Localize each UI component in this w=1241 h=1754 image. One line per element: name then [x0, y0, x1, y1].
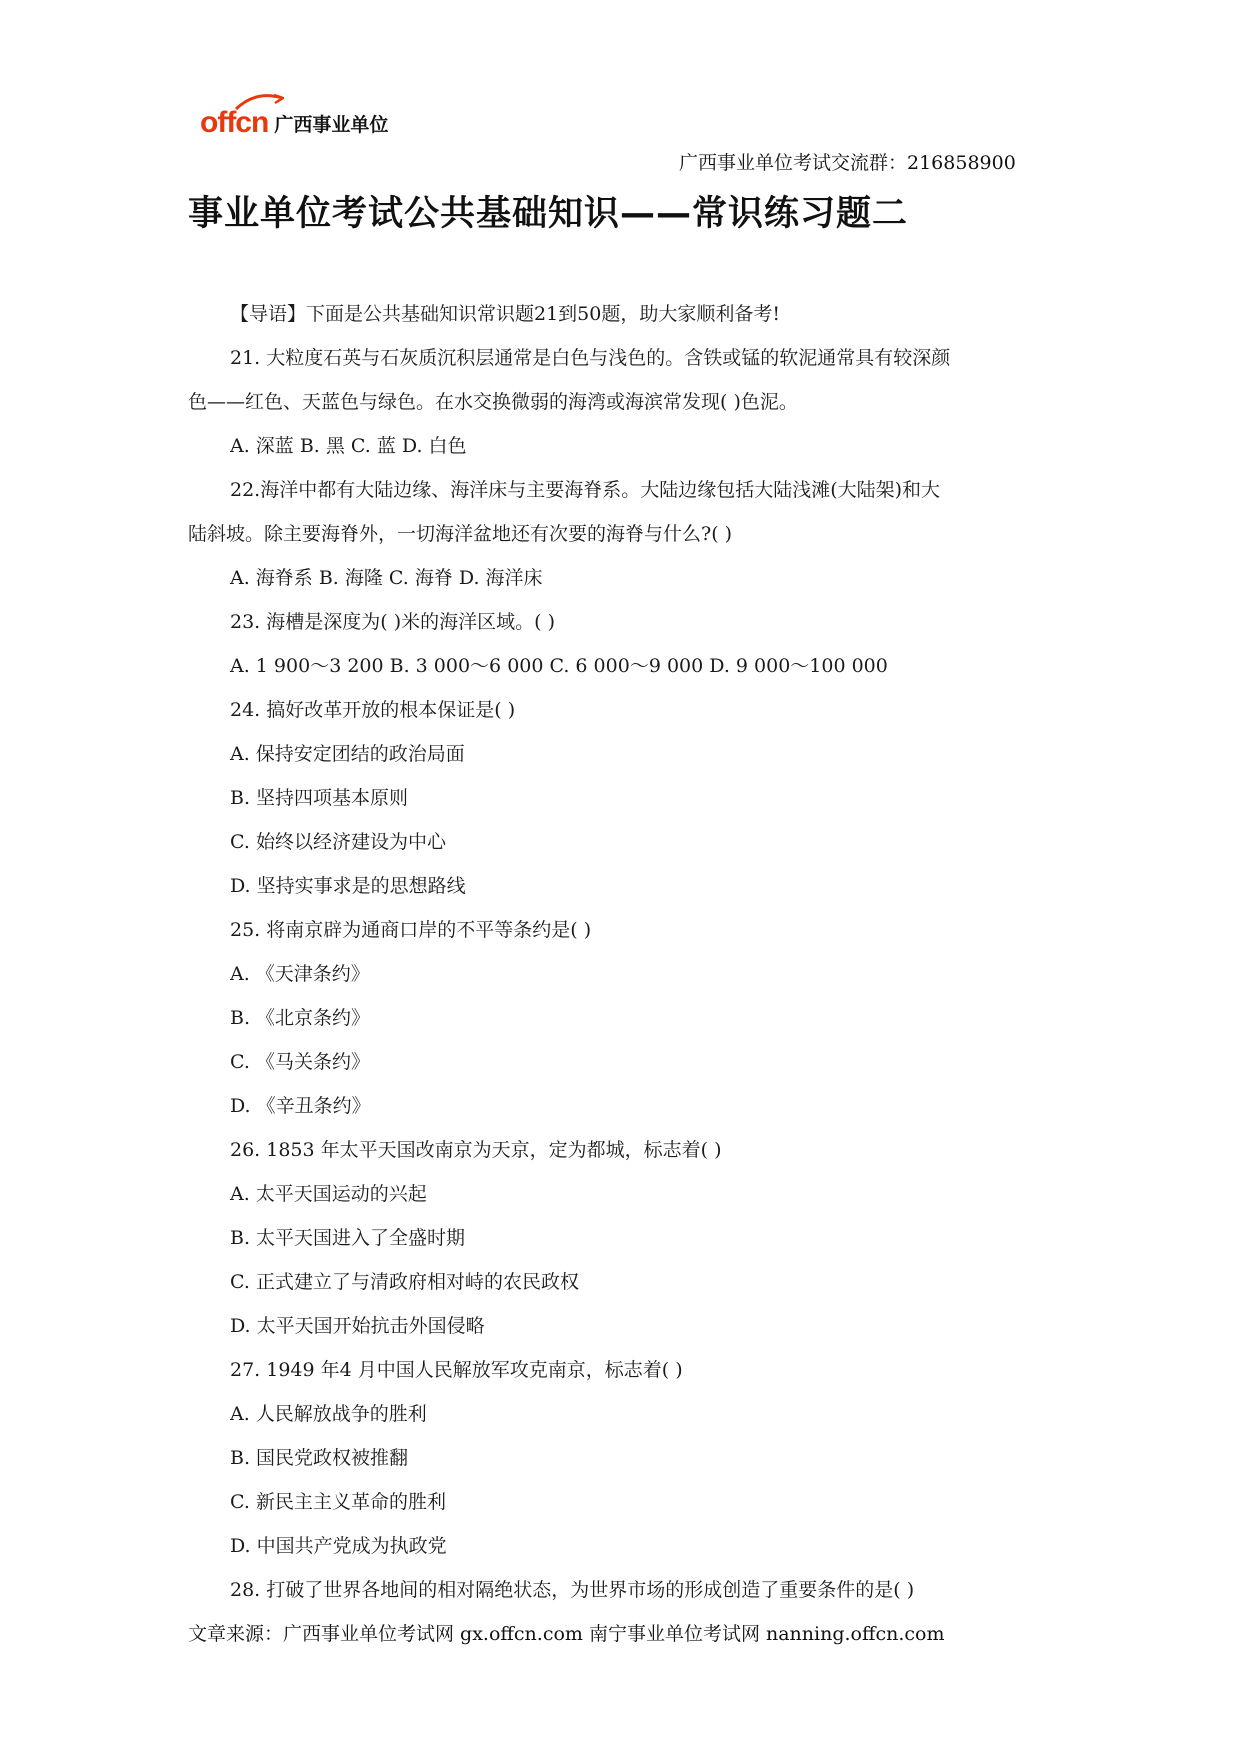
text-line: A. 1 900～3 200 B. 3 000～6 000 C. 6 000～9 000 D. 9 000～100 000	[230, 655, 888, 677]
document-title: 事业单位考试公共基础知识——常识练习题二	[188, 194, 909, 234]
text-line: B. 国民党政权被推翻	[230, 1447, 409, 1469]
text-line: B. 太平天国进入了全盛时期	[230, 1227, 466, 1249]
text-line: D. 《辛丑条约》	[230, 1095, 371, 1117]
text-line: C. 《马关条约》	[230, 1051, 370, 1073]
text-line: C. 始终以经济建设为中心	[230, 831, 446, 853]
text-line: A. 《天津条约》	[230, 963, 370, 985]
offcn-logo	[200, 108, 388, 138]
text-line: A. 人民解放战争的胜利	[230, 1403, 427, 1425]
text-line: 21. 大粒度石英与石灰质沉积层通常是白色与浅色的。含铁或锰的软泥通常具有较深颜	[230, 347, 951, 369]
text-line: 色——红色、天蓝色与绿色。在水交换微弱的海湾或海滨常发现( )色泥。	[188, 391, 798, 413]
logo-text: offcn	[200, 106, 269, 139]
text-line: A. 海脊系 B. 海隆 C. 海脊 D. 海洋床	[230, 567, 543, 589]
text-line: 23. 海槽是深度为( )米的海洋区域。( )	[230, 611, 555, 633]
document-body	[188, 292, 1063, 1612]
text-line: 22.海洋中都有大陆边缘、海洋床与主要海脊系。大陆边缘包括大陆浅滩(大陆架)和大	[230, 479, 941, 501]
text-line: 28. 打破了世界各地间的相对隔绝状态，为世界市场的形成创造了重要条件的是( )	[230, 1579, 915, 1601]
logo-name: 广西事业单位	[274, 114, 389, 136]
text-line: 25. 将南京辟为通商口岸的不平等条约是( )	[230, 919, 592, 941]
exchange-group-text: 广西事业单位考试交流群：216858900	[679, 152, 1016, 174]
text-line: 【导语】下面是公共基础知识常识题21到50题，助大家顺利备考!	[230, 303, 780, 325]
text-line: C. 正式建立了与清政府相对峙的农民政权	[230, 1271, 579, 1293]
text-line: A. 深蓝 B. 黑 C. 蓝 D. 白色	[230, 435, 467, 457]
logo-wordmark	[200, 108, 268, 138]
text-line: B. 《北京条约》	[230, 1007, 371, 1029]
text-line: A. 保持安定团结的政治局面	[230, 743, 465, 765]
text-line: A. 太平天国运动的兴起	[230, 1183, 427, 1205]
text-line: 27. 1949 年4 月中国人民解放军攻克南京，标志着( )	[230, 1359, 683, 1381]
text-line: B. 坚持四项基本原则	[230, 787, 409, 809]
text-line: D. 坚持实事求是的思想路线	[230, 875, 466, 897]
text-line: 24. 搞好改革开放的根本保证是( )	[230, 699, 516, 721]
text-line: 26. 1853 年太平天国改南京为天京，定为都城，标志着( )	[230, 1139, 722, 1161]
footer-source: 文章来源：广西事业单位考试网 gx.offcn.com 南宁事业单位考试网 nanning.offcn.com	[188, 1623, 945, 1645]
text-line: 陆斜坡。除主要海脊外，一切海洋盆地还有次要的海脊与什么?( )	[188, 523, 733, 545]
logo-arc-icon	[234, 94, 284, 110]
text-line: C. 新民主主义革命的胜利	[230, 1491, 446, 1513]
text-line: D. 中国共产党成为执政党	[230, 1535, 447, 1557]
text-line: D. 太平天国开始抗击外国侵略	[230, 1315, 485, 1337]
